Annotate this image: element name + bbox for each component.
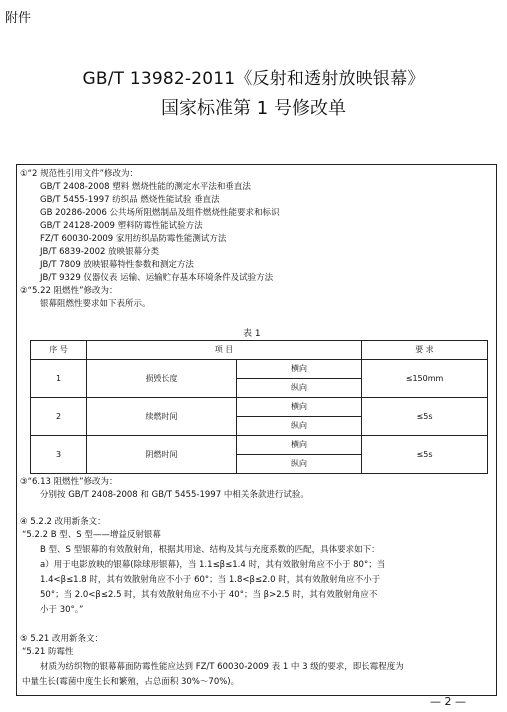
clause-text: B 型、S 型银幕的有效散射角，根据其用途、结构及其与充度系数的匹配，具体要求如下： — [40, 545, 380, 555]
col-header-no: 序 号 — [31, 341, 87, 360]
row-no: 2 — [31, 398, 87, 436]
ref-line: JB/T 9329 仪器仪表 运输、运输贮存基本环境条件及试验方法 — [40, 273, 274, 283]
row-requirement: ≤150mm — [362, 360, 488, 398]
flame-retardancy-table — [30, 340, 488, 474]
item-4-heading: ④ 5.2.2 改用新条文： — [20, 517, 106, 527]
row-no: 1 — [31, 360, 87, 398]
row-sub: 纵向 — [237, 379, 362, 398]
clause-text: a）用于电影放映的银幕(除球形银幕)，当 1.1≤β≤1.4 时，其有效散射角应不小于 80°；当 — [40, 560, 386, 570]
item-2-text: 银幕阻燃性要求如下表所示。 — [40, 299, 151, 309]
clause-text: 1.4<β≤1.8 时，其有效散射角应不小于 60°；当 1.8<β≤2.0 时，其有效散射角应不小于 — [40, 575, 381, 585]
ref-line: GB 20286-2006 公共场所阻燃制品及组件燃烧性能要求和标识 — [40, 208, 280, 218]
col-header-item: 项 目 — [87, 341, 362, 360]
row-item: 阴燃时间 — [87, 436, 237, 474]
ref-line: GB/T 5455-1997 纺织品 燃烧性能试验 垂直法 — [40, 195, 220, 205]
ref-line: GB/T 24128-2009 塑料防霉性能试验方法 — [40, 221, 203, 231]
row-sub: 横向 — [237, 436, 362, 455]
clause-text: 中量生长(霉菌中度生长和繁殖，占总面积 30%～70%)。 — [22, 677, 240, 687]
item-2-heading: ②“5.22 阻燃性”修改为： — [20, 286, 118, 296]
table-row — [31, 436, 488, 455]
item-3-text: 分别按 GB/T 2408-2008 和 GB/T 5455-1997 中相关条款进行试验。 — [40, 490, 309, 500]
table-row — [31, 398, 488, 417]
row-sub: 横向 — [237, 398, 362, 417]
clause-text: 材质为纺织物的银幕幕面防霉性能应达到 FZ/T 60030-2009 表 1 中 3 级的要求，即长霉程度为 — [40, 662, 404, 672]
page-number: — 2 — — [430, 695, 466, 708]
attachment-label: 附件 — [5, 11, 32, 26]
col-header-requirement: 要 求 — [362, 341, 488, 360]
table-header-row — [31, 341, 488, 360]
row-item: 损毁长度 — [87, 360, 237, 398]
ref-line: FZ/T 60030-2009 家用纺织品防霉性能测试方法 — [40, 234, 227, 244]
document-title: GB/T 13982-2011《反射和透射放映银幕》 — [82, 69, 425, 89]
ref-line: GB/T 2408-2008 塑料 燃烧性能的测定水平法和垂直法 — [40, 182, 251, 192]
row-sub: 纵向 — [237, 417, 362, 436]
ref-line: JB/T 7809 放映银幕特性参数和测定方法 — [40, 260, 194, 270]
ref-line: JB/T 6839-2002 放映银幕分类 — [40, 247, 160, 257]
row-item: 续燃时间 — [87, 398, 237, 436]
row-requirement: ≤5s — [362, 436, 488, 474]
item-1-heading: ①“2 规范性引用文件”修改为： — [20, 169, 139, 179]
item-3-heading: ③“6.13 阻燃性”修改为： — [20, 477, 118, 487]
table-caption: 表 1 — [243, 329, 261, 339]
item-5-heading: ⑤ 5.21 改用新条文： — [20, 634, 103, 644]
row-sub: 纵向 — [237, 455, 362, 474]
row-no: 3 — [31, 436, 87, 474]
document-subtitle: 国家标准第 1 号修改单 — [161, 98, 346, 119]
clause-text: 50°；当 2.0<β≤2.5 时，其有效散射角应不小于 40°；当 β>2.5 时，其有效散射角应不 — [40, 590, 378, 600]
table-row — [31, 360, 488, 379]
clause-title: “5.2.2 B 型、S 型——增益反射银幕 — [22, 530, 161, 540]
row-requirement: ≤5s — [362, 398, 488, 436]
row-sub: 横向 — [237, 360, 362, 379]
clause-text: 小于 30°。” — [40, 605, 84, 615]
clause-title: “5.21 防霉性 — [22, 647, 74, 657]
